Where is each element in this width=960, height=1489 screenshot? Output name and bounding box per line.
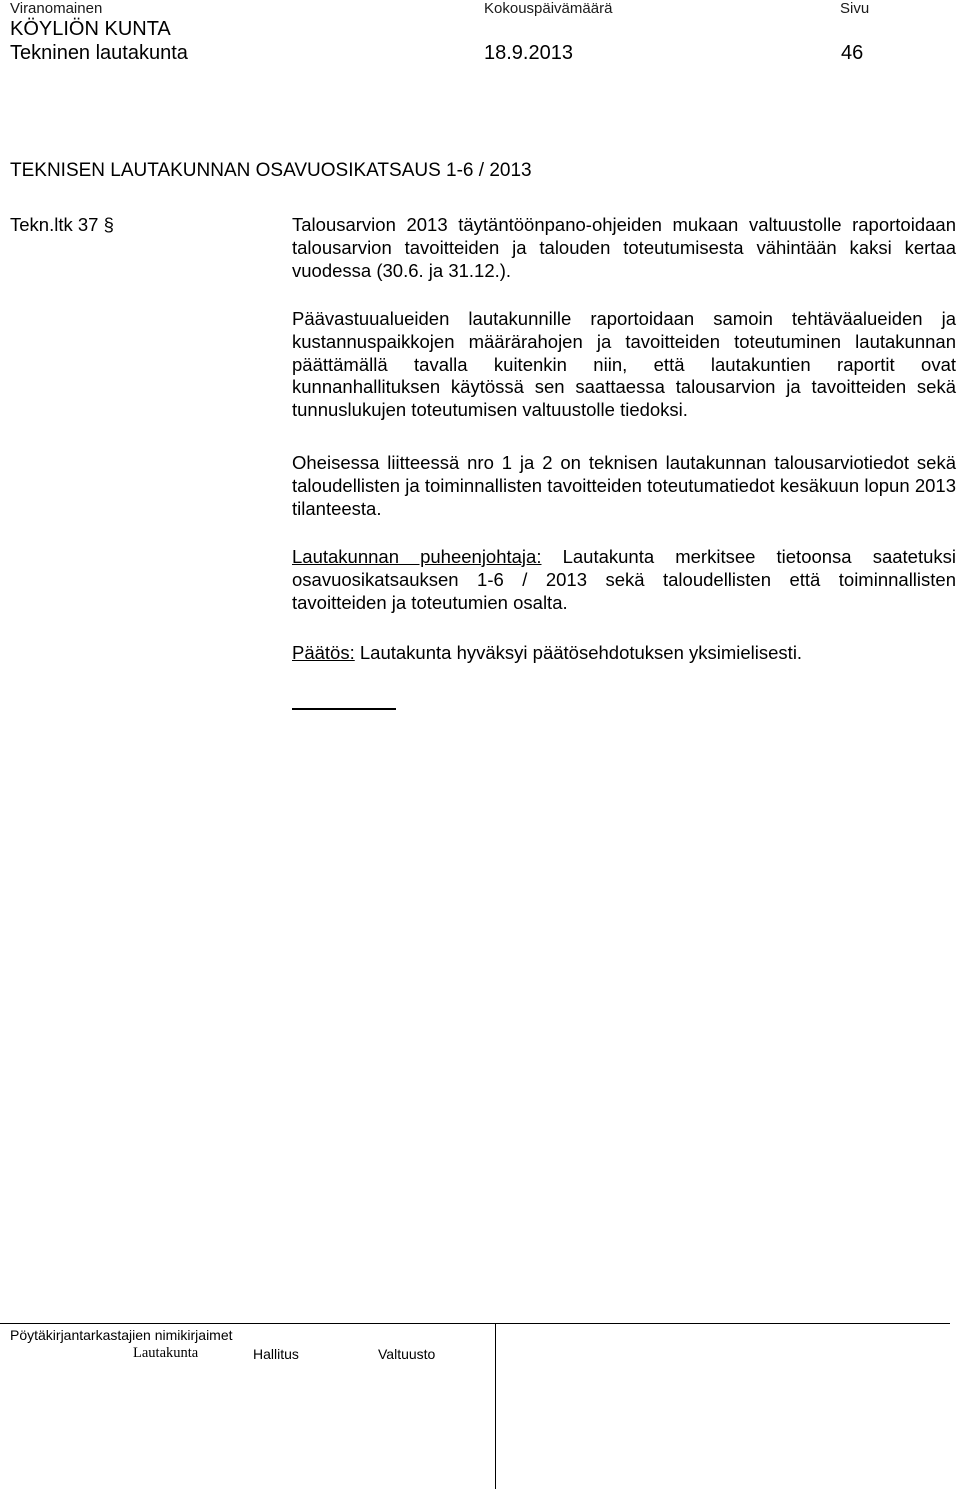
end-separator xyxy=(292,708,396,710)
paragraph-3-text: Oheisessa liitteessä nro 1 ja 2 on teknisen lautakunnan talousarviotiedot sekä taloudellisten ja toiminnallisten tavoitteiden toteutumatiedot kesäkuun lopun 2013 tilanteesta. xyxy=(292,452,956,519)
chair-proposal-text: Lautakunta merkitsee tietoonsa saatetuksi osavuosikatsauksen 1-6 / 2013 sekä taloudellisten että toiminnallisten tavoitteiden ja toteutumien osalta. xyxy=(292,546,956,613)
decision-label: Päätös: xyxy=(292,642,355,663)
authority-name: Tekninen lautakunta xyxy=(10,42,188,64)
header-label-authority: Viranomainen xyxy=(10,0,103,17)
meeting-date: 18.9.2013 xyxy=(484,42,573,64)
paragraph-5 xyxy=(292,642,956,665)
paragraph-5-text xyxy=(292,642,956,665)
paragraph-1-text: Talousarvion 2013 täytäntöönpano-ohjeiden mukaan valtuustolle raportoidaan talousarvion tavoitteiden ja talouden toteutumisesta vähintään kaksi kertaa vuodessa (30.6. ja 31.12.). xyxy=(292,214,956,281)
footer-col-valtuusto: Valtuusto xyxy=(378,1346,436,1362)
footer-divider xyxy=(495,1323,496,1489)
paragraph-1 xyxy=(292,214,956,282)
footer-col-hallitus: Hallitus xyxy=(253,1346,299,1362)
page-number: 46 xyxy=(841,42,864,64)
municipality-name: KÖYLIÖN KUNTA xyxy=(10,18,171,40)
paragraph-2-text: Päävastuualueiden lautakunnille raportoidaan samoin tehtäväalueiden ja kustannuspaikkojen määrärahojen ja tavoitteiden toteutuminen lautakunnan päättämällä tavalla kuitenkin niin, että lautakuntien raportit ovat kunnanhallituksen käytössä sen saattaessa talousarvion ja tavoitteiden sekä tunnuslukujen toteutumisen valtuustolle tiedoksi. xyxy=(292,308,956,421)
decision-text: Lautakunta hyväksyi päätösehdotuksen yksimielisesti. xyxy=(354,642,803,663)
paragraph-4 xyxy=(292,546,956,614)
item-reference: Tekn.ltk 37 § xyxy=(10,214,114,235)
header-label-page: Sivu xyxy=(840,0,870,17)
paragraph-3 xyxy=(292,452,956,520)
header-label-date: Kokouspäivämäärä xyxy=(484,0,613,17)
paragraph-4-text xyxy=(292,546,956,614)
chair-proposal-label: Lautakunnan puheenjohtaja: xyxy=(292,546,542,567)
footer-col-lautakunta: Lautakunta xyxy=(133,1345,199,1361)
footer-top-rule xyxy=(0,1323,950,1324)
footer-title: Pöytäkirjantarkastajien nimikirjaimet xyxy=(10,1327,233,1343)
section-title: TEKNISEN LAUTAKUNNAN OSAVUOSIKATSAUS 1-6 / 2013 xyxy=(10,160,532,181)
paragraph-2 xyxy=(292,308,956,422)
